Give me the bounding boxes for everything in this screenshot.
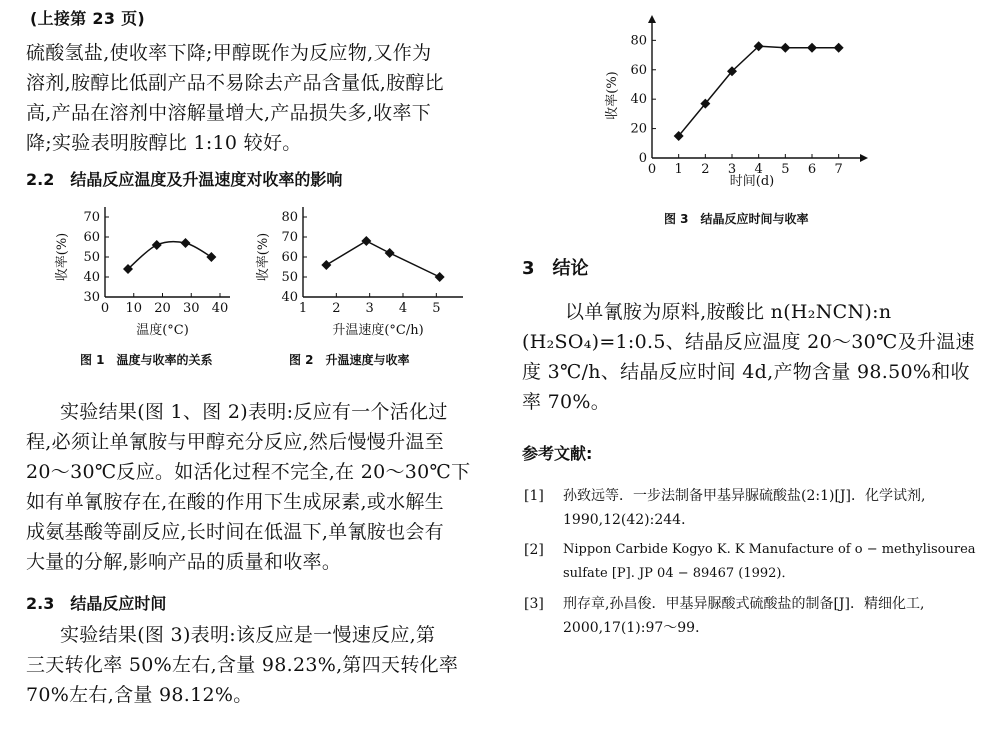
- x-tick-label: 1: [674, 162, 683, 177]
- y-tick-label: 70: [83, 210, 100, 225]
- x-axis-label: 温度(°C): [136, 323, 189, 338]
- para2-line-5: 成氨基酸等副反应,长时间在低温下,单氰胺也会有: [26, 521, 444, 543]
- para2-line-2: 程,必须让单氰胺与甲醇充分反应,然后慢慢升温至: [26, 431, 444, 453]
- data-point: [181, 238, 191, 248]
- x-tick-label: 7: [834, 162, 843, 177]
- section-2-2-heading: 2.2 结晶反应温度及升温速度对收率的影响: [26, 170, 343, 189]
- figure-1-caption: 图 1 温度与收率的关系: [80, 353, 213, 367]
- x-tick-label: 6: [807, 162, 817, 177]
- conclusion-line-1: 以单氰胺为原料,胺酸比 n(H₂NCN):n: [565, 301, 892, 323]
- para2-line-1: 实验结果(图 1、图 2)表明:反应有一个活化过: [60, 401, 448, 423]
- x-tick-label: 30: [182, 301, 200, 316]
- ref-3-line-2: 2000,17(1):97～99．: [563, 620, 710, 636]
- para1-line-1: 硫酸氢盐,使收率下降;甲醇既作为反应物,又作为: [26, 42, 432, 64]
- data-point: [834, 43, 844, 53]
- y-tick-label: 60: [281, 250, 298, 265]
- y-axis-label: 收率(%): [605, 71, 620, 120]
- figure-2-chart: [255, 200, 465, 350]
- x-tick-label: 0: [647, 162, 657, 177]
- figure-2-caption: 图 2 升温速度与收率: [289, 353, 410, 367]
- para2-line-4: 如有单氰胺存在,在酸的作用下生成尿素,或水解生: [26, 491, 444, 513]
- y-axis-arrow: [648, 15, 656, 23]
- data-point: [361, 236, 371, 246]
- x-tick-label: 5: [432, 301, 441, 316]
- section-3-heading: 3 结论: [522, 258, 589, 279]
- x-tick-label: 3: [365, 301, 374, 316]
- x-axis-label: 升温速度(°C/h): [332, 323, 424, 338]
- x-tick-label: 1: [298, 301, 308, 316]
- y-axis-label: 收率(%): [256, 232, 271, 282]
- ref-1-number: [1]: [524, 488, 544, 504]
- data-point: [385, 248, 395, 258]
- x-tick-label: 20: [154, 301, 171, 316]
- x-axis-arrow: [860, 154, 868, 162]
- series-line: [326, 241, 439, 277]
- references-title: 参考文献:: [522, 444, 593, 463]
- x-tick-label: 2: [332, 301, 341, 316]
- y-tick-label: 60: [83, 230, 100, 245]
- conclusion-line-2: (H₂SO₄)=1:0.5、结晶反应温度 20～30℃及升温速: [522, 331, 975, 353]
- ref-3-line-1: 刑存章,孙昌俊．甲基异脲酸式硫酸盐的制备[J]．精细化工,: [563, 596, 925, 612]
- y-tick-label: 50: [83, 250, 100, 265]
- ref-3-number: [3]: [524, 596, 544, 612]
- y-tick-label: 20: [630, 121, 647, 137]
- ref-2-line-2: sulfate [P]. JP 04 − 89467 (1992)．: [563, 566, 795, 581]
- ref-1-line-1: 孙致远等．一步法制备甲基异脲硫酸盐(2:1)[J]．化学试剂,: [563, 488, 926, 504]
- y-tick-label: 60: [630, 62, 647, 78]
- figure-1-chart: [50, 200, 250, 350]
- para2-line-6: 大量的分解,影响产品的质量和收率。: [26, 551, 342, 573]
- figure-3-chart: [600, 10, 870, 195]
- y-tick-label: 80: [630, 33, 647, 49]
- para1-line-3: 高,产品在溶剂中溶解量增大,产品损失多,收率下: [26, 102, 432, 124]
- x-tick-label: 10: [125, 301, 143, 316]
- para1-line-2: 溶剂,胺醇比低副产品不易除去产品含量低,胺醇比: [26, 72, 444, 94]
- conclusion-line-4: 率 70%。: [522, 391, 611, 413]
- data-point: [435, 272, 445, 282]
- data-point: [807, 43, 817, 53]
- y-tick-label: 30: [83, 290, 100, 305]
- ref-1-line-2: 1990,12(42):244．: [563, 512, 696, 528]
- y-tick-label: 40: [281, 290, 298, 305]
- ref-2-number: [2]: [524, 542, 544, 558]
- series-line: [679, 46, 839, 136]
- para3-line-3: 70%左右,含量 98.12%。: [26, 684, 253, 706]
- x-tick-label: 40: [211, 301, 229, 316]
- data-point: [152, 240, 162, 250]
- continued-note: (上接第 23 页): [30, 9, 146, 28]
- data-point: [780, 43, 790, 53]
- data-point: [206, 252, 216, 262]
- para2-line-3: 20～30℃反应。如活化过程不完全,在 20～30℃下: [26, 461, 471, 483]
- figure-3-caption: 图 3 结晶反应时间与收率: [664, 212, 809, 226]
- x-tick-label: 3: [727, 162, 737, 177]
- conclusion-line-3: 度 3℃/h、结晶反应时间 4d,产物含量 98.50%和收: [522, 361, 970, 383]
- ref-2-line-1: Nippon Carbide Kogyo K. K Manufacture of o − methylisourea: [563, 542, 976, 557]
- y-tick-label: 50: [281, 270, 298, 285]
- y-axis-label: 收率(%): [55, 232, 70, 282]
- section-2-3-heading: 2.3 结晶反应时间: [26, 594, 167, 613]
- y-tick-label: 40: [630, 92, 647, 108]
- x-tick-label: 4: [754, 162, 763, 177]
- x-axis-label: 时间(d): [729, 174, 775, 189]
- x-tick-label: 0: [100, 301, 110, 316]
- y-tick-label: 70: [281, 230, 298, 245]
- para1-line-4: 降;实验表明胺醇比 1:10 较好。: [26, 132, 302, 154]
- x-tick-label: 2: [701, 162, 710, 177]
- y-tick-label: 80: [281, 210, 298, 225]
- y-tick-label: 0: [638, 151, 647, 166]
- x-tick-label: 4: [398, 301, 408, 316]
- y-tick-label: 40: [83, 270, 100, 285]
- x-tick-label: 5: [781, 162, 790, 177]
- para3-line-1: 实验结果(图 3)表明:该反应是一慢速反应,第: [60, 624, 436, 646]
- para3-line-2: 三天转化率 50%左右,含量 98.23%,第四天转化率: [26, 654, 459, 676]
- data-point: [321, 260, 331, 270]
- series-line: [128, 242, 211, 269]
